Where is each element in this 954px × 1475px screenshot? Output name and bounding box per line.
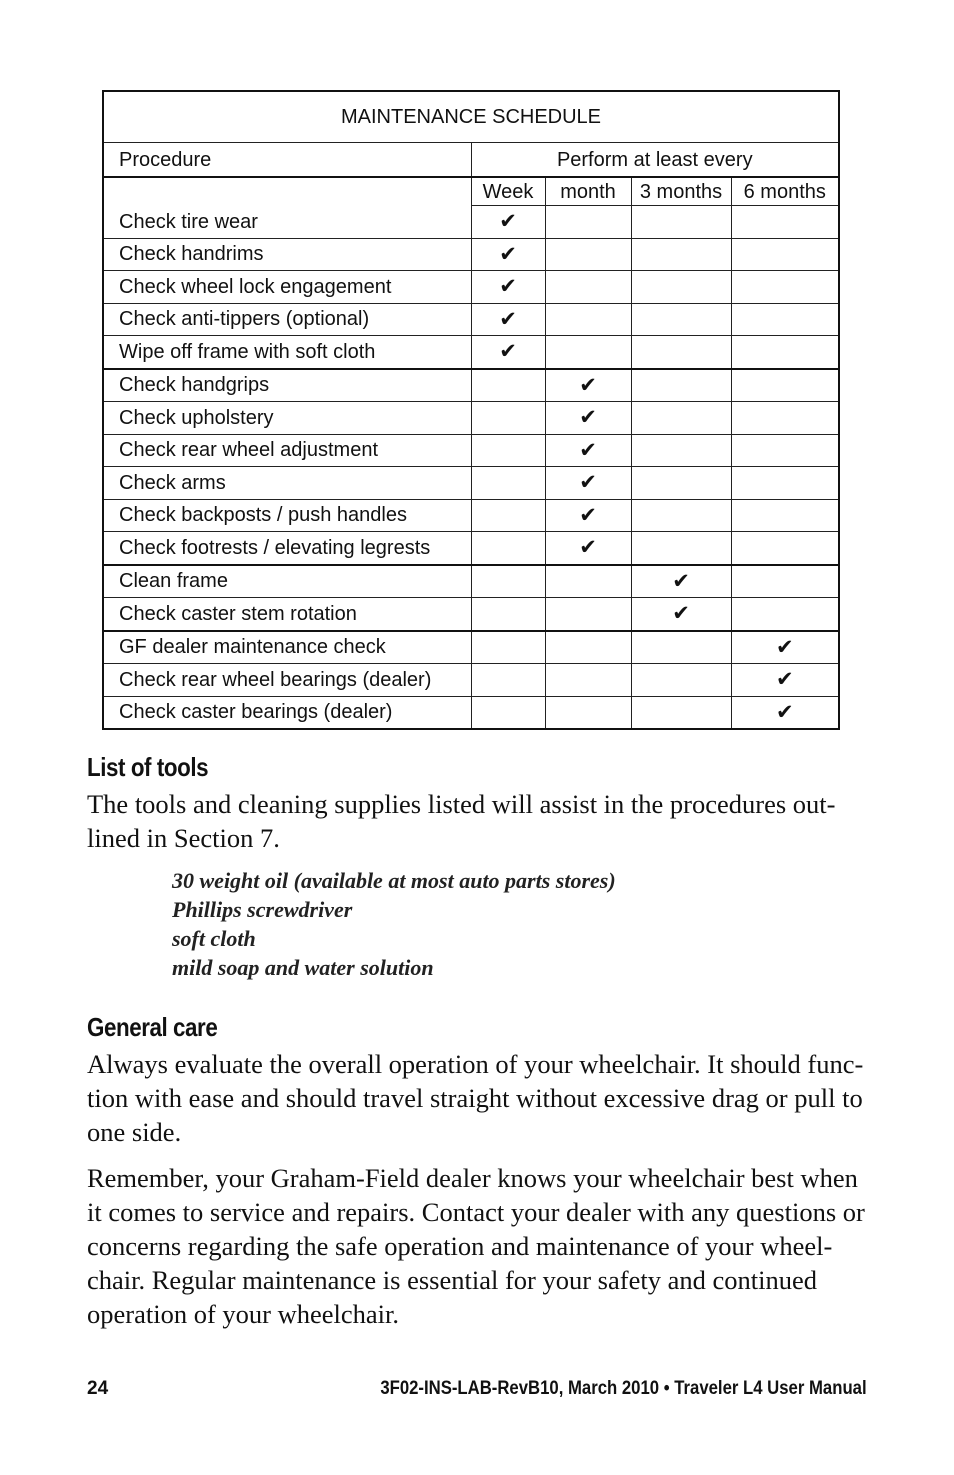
- maintenance-schedule-table: [102, 90, 840, 730]
- interval-cell: [545, 598, 631, 631]
- checkmark-icon: ✔: [775, 634, 794, 659]
- checkmark-icon: ✔: [775, 667, 794, 692]
- interval-cell: [471, 499, 545, 532]
- table-row: [103, 336, 839, 369]
- interval-cell: [545, 336, 631, 369]
- interval-cell: [731, 467, 839, 500]
- interval-cell: [631, 369, 731, 402]
- interval-cell: [731, 664, 839, 697]
- interval-cell: [631, 532, 731, 565]
- general-care-heading: General care: [87, 1012, 218, 1042]
- interval-cell: [471, 402, 545, 435]
- interval-cell: [631, 499, 731, 532]
- interval-cell: [545, 402, 631, 435]
- procedure-cell: Check upholstery: [103, 402, 471, 435]
- interval-cell: [731, 499, 839, 532]
- interval-cell: [545, 696, 631, 729]
- interval-cell: [471, 434, 545, 467]
- checkmark-icon: ✔: [579, 372, 597, 397]
- procedure-cell: Check anti-tippers (optional): [103, 303, 471, 336]
- checkmark-icon: ✔: [499, 209, 517, 234]
- interval-cell: [545, 631, 631, 664]
- checkmark-icon: ✔: [672, 568, 690, 593]
- table-row: [103, 696, 839, 729]
- table-row: [103, 303, 839, 336]
- tool-item-cloth: soft cloth: [172, 926, 256, 951]
- procedure-cell: Check tire wear: [103, 206, 471, 239]
- interval-cell: [731, 696, 839, 729]
- interval-cell: [731, 434, 839, 467]
- interval-cell: [471, 696, 545, 729]
- interval-cell: [471, 303, 545, 336]
- procedure-cell: Check caster bearings (dealer): [103, 696, 471, 729]
- checkmark-icon: ✔: [499, 274, 517, 299]
- procedure-cell: Check rear wheel bearings (dealer): [103, 664, 471, 697]
- interval-cell: [731, 303, 839, 336]
- interval-cell: [731, 238, 839, 271]
- table-row: [103, 206, 839, 239]
- interval-cell: [545, 565, 631, 598]
- procedure-cell: GF dealer maintenance check: [103, 631, 471, 664]
- table-row: [103, 598, 839, 631]
- procedure-cell: Check backposts / push handles: [103, 499, 471, 532]
- interval-cell: [471, 206, 545, 239]
- interval-cell: [631, 434, 731, 467]
- interval-cell: [545, 499, 631, 532]
- interval-header-6-months: 6 months: [731, 177, 839, 206]
- interval-cell: [545, 467, 631, 500]
- interval-cell: [631, 696, 731, 729]
- perform-header: Perform at least every: [471, 143, 839, 178]
- checkmark-icon: ✔: [579, 502, 597, 527]
- interval-cell: [731, 532, 839, 565]
- interval-cell: [471, 565, 545, 598]
- maintenance-schedule-table-wrap: [102, 90, 838, 730]
- interval-cell: [471, 467, 545, 500]
- interval-cell: [545, 664, 631, 697]
- interval-cell: [545, 206, 631, 239]
- procedure-cell: Check handrims: [103, 238, 471, 271]
- interval-cell: [471, 664, 545, 697]
- checkmark-icon: ✔: [499, 241, 517, 266]
- interval-cell: [631, 336, 731, 369]
- interval-cell: [471, 631, 545, 664]
- interval-cell: [545, 369, 631, 402]
- table-row: [103, 532, 839, 565]
- checkmark-icon: ✔: [499, 306, 517, 331]
- interval-cell: [631, 664, 731, 697]
- procedure-cell: Clean frame: [103, 565, 471, 598]
- checkmark-icon: ✔: [579, 405, 597, 430]
- procedure-cell: Check arms: [103, 467, 471, 500]
- table-row: [103, 467, 839, 500]
- interval-cell: [731, 206, 839, 239]
- checkmark-icon: ✔: [579, 437, 597, 462]
- table-title: MAINTENANCE SCHEDULE: [103, 91, 839, 143]
- interval-cell: [471, 336, 545, 369]
- tools-intro-text: The tools and cleaning supplies listed will assist in the procedures out-lined in Section 7.: [87, 789, 836, 853]
- interval-header-week: Week: [471, 177, 545, 206]
- interval-cell: [631, 467, 731, 500]
- procedure-cell: Wipe off frame with soft cloth: [103, 336, 471, 369]
- interval-cell: [731, 598, 839, 631]
- schedule-body: [103, 91, 839, 729]
- interval-cell: [471, 369, 545, 402]
- table-row: [103, 434, 839, 467]
- interval-cell: [631, 402, 731, 435]
- interval-header-3-months: 3 months: [631, 177, 731, 206]
- interval-cell: [631, 206, 731, 239]
- interval-cell: [471, 598, 545, 631]
- procedure-cell: Check wheel lock engagement: [103, 271, 471, 304]
- interval-cell: [545, 303, 631, 336]
- interval-header-month: month: [545, 177, 631, 206]
- tools-list: [172, 866, 616, 982]
- interval-cell: [545, 532, 631, 565]
- table-row: [103, 369, 839, 402]
- interval-cell: [631, 303, 731, 336]
- tool-item-screwdriver: Phillips screwdriver: [172, 897, 353, 922]
- procedure-cell: Check handgrips: [103, 369, 471, 402]
- table-title-row: [103, 91, 839, 143]
- table-row: [103, 499, 839, 532]
- checkmark-icon: ✔: [579, 535, 597, 560]
- interval-cell: [731, 631, 839, 664]
- interval-cell: [471, 271, 545, 304]
- procedure-cell: Check rear wheel adjustment: [103, 434, 471, 467]
- table-row: [103, 271, 839, 304]
- procedure-cell: Check footrests / elevating legrests: [103, 532, 471, 565]
- interval-cell: [631, 271, 731, 304]
- procedure-cell: Check caster stem rotation: [103, 598, 471, 631]
- tool-item-oil: 30 weight oil (available at most auto parts stores): [172, 868, 616, 893]
- table-row: [103, 565, 839, 598]
- interval-cell: [731, 336, 839, 369]
- interval-header-row: [103, 177, 839, 206]
- interval-header-spacer: [103, 177, 471, 206]
- interval-cell: [545, 434, 631, 467]
- checkmark-icon: ✔: [499, 339, 517, 364]
- interval-cell: [731, 369, 839, 402]
- interval-cell: [545, 238, 631, 271]
- tools-intro: [87, 787, 877, 855]
- interval-cell: [545, 271, 631, 304]
- interval-cell: [631, 565, 731, 598]
- interval-cell: [731, 271, 839, 304]
- interval-cell: [731, 565, 839, 598]
- interval-cell: [471, 532, 545, 565]
- tools-heading: List of tools: [87, 752, 209, 782]
- document-info: 3F02-INS-LAB-RevB10, March 2010 • Traveler L4 User Manual: [380, 1378, 867, 1399]
- checkmark-icon: ✔: [775, 699, 794, 724]
- page-number: 24: [87, 1378, 109, 1399]
- table-row: [103, 238, 839, 271]
- table-header-row: [103, 143, 839, 178]
- interval-cell: [471, 238, 545, 271]
- tool-item-soap: mild soap and water solution: [172, 955, 434, 980]
- table-row: [103, 631, 839, 664]
- checkmark-icon: ✔: [579, 470, 597, 495]
- interval-cell: [731, 402, 839, 435]
- interval-cell: [631, 598, 731, 631]
- table-row: [103, 664, 839, 697]
- interval-cell: [631, 631, 731, 664]
- general-care-paragraph-1: Always evaluate the overall operation of your wheelchair. It should func-tion with ease and should travel straight without excessive drag or pull to one side.: [87, 1049, 864, 1147]
- table-row: [103, 402, 839, 435]
- procedure-header: Procedure: [103, 143, 471, 178]
- interval-cell: [631, 238, 731, 271]
- general-care-paragraph-2: Remember, your Graham-Field dealer knows your wheelchair best when it comes to service and repairs. Contact your dealer with any questions or concerns regarding the safe operation and maintenance of your wheel-chair. Regular maintenance is essential for your safety and continued operation of your wheelchair.: [87, 1163, 865, 1329]
- checkmark-icon: ✔: [672, 601, 690, 626]
